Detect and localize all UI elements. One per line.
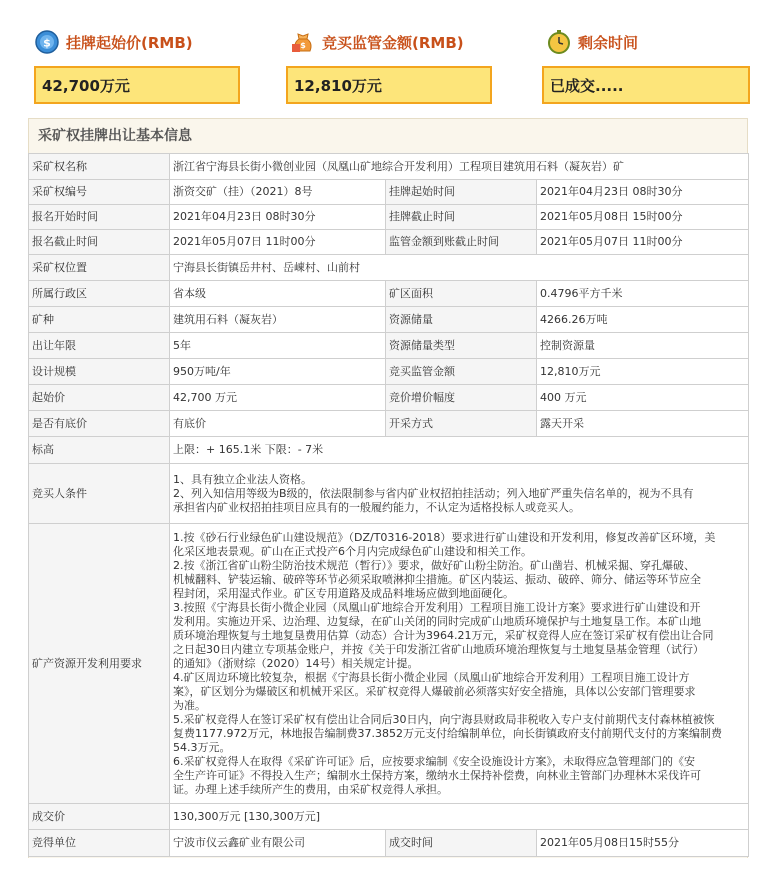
table-row: [29, 333, 749, 359]
years-key: 出让年限: [29, 333, 170, 359]
requirement-line: 54.3万元。: [173, 740, 231, 754]
scale-value: 950万吨/年: [170, 359, 386, 385]
info-table: [28, 153, 749, 857]
mining-value: 露天开采: [537, 411, 749, 437]
requirement-line: 4.矿区周边环境比较复杂，根据《宁海县长街小微企业园（凤凰山矿地综合开发利用）工程项目施工设计方: [173, 670, 690, 684]
time-label: 剩余时间: [578, 33, 639, 52]
reserve-type-key: 资源储量类型: [386, 333, 537, 359]
requirement-line: 为准。: [173, 698, 206, 712]
requirement-line: 发利用。实施边开采、边治理、边复绿，在矿山关闭的同时完成矿山地质环境保护与土地复垦工作。本矿山地: [173, 614, 701, 628]
code-value: 浙资交矿（挂）（2021）8号: [170, 180, 386, 205]
condition-line: 1、具有独立企业法人资格。: [173, 472, 312, 486]
requirement-line: 1.按《砂石行业绿色矿山建设规范》（DZ/T0316-2018）要求进行矿山建设和开发利用，修复改善矿区环境，美: [173, 530, 716, 544]
table-row: [29, 359, 749, 385]
requirement-line: 3.按照《宁海县长街小微企业园（凤凰山矿地综合开发利用）工程项目施工设计方案》要求进行矿山建设和开: [173, 600, 701, 614]
reserve-type-value: 控制资源量: [537, 333, 749, 359]
condition-line: 2、列入知信用等级为B级的，依法限制参与省内矿业权招拍挂活动；列入地矿严重失信名单的，视为不具有: [173, 486, 694, 500]
table-row: [29, 804, 749, 830]
scale-key: 设计规模: [29, 359, 170, 385]
requirements-key: 矿产资源开发利用要求: [29, 524, 170, 804]
table-row: [29, 154, 749, 180]
table-row: [29, 205, 749, 230]
start-price-label: 挂牌起始价(RMB): [66, 33, 193, 52]
reserve-value: 4266.26万吨: [537, 307, 749, 333]
requirement-line: 5.采矿权竞得人在签订采矿权有偿出让合同后30日内，向宁海县财政局非税收入专户支付前期代支付森林植被恢: [173, 712, 715, 726]
list-end-key: 挂牌截止时间: [386, 205, 537, 230]
table-row: [29, 464, 749, 524]
years-value: 5年: [170, 333, 386, 359]
winner-key: 竞得单位: [29, 830, 170, 857]
condition-line: 承担省内矿业权招拍挂项目应具有的一般履约能力，不认定为适格投标人或竞买人。: [173, 500, 580, 514]
code-key: 采矿权编号: [29, 180, 170, 205]
requirement-line: 的通知》（浙财综（2020）14号）相关规定计提。: [173, 656, 419, 670]
requirement-line: 案》，矿区划分为爆破区和机械开采区。采矿权竞得人爆破前必须落实好安全措施，具体以公安部门管理要求: [173, 684, 696, 698]
table-row: [29, 180, 749, 205]
requirement-line: 2.按《浙江省矿山粉尘防治技术规范（暂行）》要求，做好矿山粉尘防治。矿山凿岩、机械采掘、穿孔爆破、: [173, 558, 695, 572]
deal-time-key: 成交时间: [386, 830, 537, 857]
table-row: [29, 230, 749, 255]
start-value: 42,700 万元: [170, 385, 386, 411]
table-row: [29, 524, 749, 804]
list-end-value: 2021年05月08日 15时00分: [537, 205, 749, 230]
table-row: [29, 437, 749, 464]
requirement-line: 之日起30日内建立专项基金账户，并按《关于印发浙江省矿山地质环境治理恢复与土地复垦基金管理（试行）: [173, 642, 704, 656]
svg-text:$: $: [300, 41, 306, 50]
region-value: 省本级: [170, 281, 386, 307]
start-key: 起始价: [29, 385, 170, 411]
clock-icon: [546, 29, 572, 55]
deal-price-key: 成交价: [29, 804, 170, 830]
elevation-key: 标高: [29, 437, 170, 464]
requirement-line: 证。办理上述手续所产生的费用，由采矿权竞得人承担。: [173, 782, 448, 796]
area-key: 矿区面积: [386, 281, 537, 307]
reg-end-value: 2021年05月07日 11时00分: [170, 230, 386, 255]
reg-start-key: 报名开始时间: [29, 205, 170, 230]
bidder-conditions-key: 竞买人条件: [29, 464, 170, 524]
supervise-value: 12,810万元: [537, 359, 749, 385]
requirement-line: 6.采矿权竞得人在取得《采矿许可证》后，应按要求编制《安全设施设计方案》，未取得应急管理部门的《安: [173, 754, 695, 768]
winner-value: 宁波市仪云鑫矿业有限公司: [170, 830, 386, 857]
requirement-line: 程封闭，采用湿式作业。矿区专用道路及成品料堆场应做到地面硬化。: [173, 586, 514, 600]
deal-time-value: 2021年05月08日15时55分: [537, 830, 749, 857]
table-row: [29, 830, 749, 857]
start-price-box: 42,700万元: [34, 66, 240, 104]
increment-key: 竞价增价幅度: [386, 385, 537, 411]
mineral-value: 建筑用石料（凝灰岩）: [170, 307, 386, 333]
table-row: [29, 411, 749, 437]
table-row: [29, 307, 749, 333]
table-row: [29, 255, 749, 281]
mineral-key: 矿种: [29, 307, 170, 333]
location-value: 宁海县长街镇岳井村、岳崠村、山前村: [170, 255, 749, 281]
supervision-box: 12,810万元: [286, 66, 492, 104]
table-row: [29, 385, 749, 411]
requirement-line: 复费1177.972万元，林地报告编制费37.3852万元支付给编制单位，向长街镇政府支付前期代支付的方案编制费: [173, 726, 722, 740]
list-start-key: 挂牌起始时间: [386, 180, 537, 205]
elevation-value: 上限：+ 165.1米 下限：- 7米: [170, 437, 749, 464]
time-header: [546, 28, 638, 56]
location-key: 采矿权位置: [29, 255, 170, 281]
increment-value: 400 万元: [537, 385, 749, 411]
money-coin-icon: [34, 29, 60, 55]
mining-key: 开采方式: [386, 411, 537, 437]
name-key: 采矿权名称: [29, 154, 170, 180]
requirements-value: [170, 524, 749, 804]
requirement-line: 质环境治理恢复与土地复垦费用估算（动态）合计为3964.21万元，采矿权竞得人应在签订采矿权有偿出让合同: [173, 628, 714, 642]
requirement-line: 化采区地表景观。矿山在正式投产6个月内完成绿色矿山建设和相关工作。: [173, 544, 532, 558]
supervision-header: [290, 28, 464, 56]
money-bag-icon: [290, 29, 316, 55]
remaining-time-box: 已成交.....: [542, 66, 750, 104]
deal-price-value: 130,300万元 [130,300万元]: [170, 804, 749, 830]
region-key: 所属行政区: [29, 281, 170, 307]
reg-start-value: 2021年04月23日 08时30分: [170, 205, 386, 230]
section-title: 采矿权挂牌出让基本信息: [38, 128, 192, 144]
name-value: 浙江省宁海县长街小微创业园（凤凰山矿地综合开发利用）工程项目建筑用石料（凝灰岩）矿: [170, 154, 749, 180]
requirement-line: 全生产许可证》不得投入生产；编制水土保持方案，缴纳水土保持补偿费，向林业主管部门办理林木采伐许可: [173, 768, 701, 782]
list-start-value: 2021年04月23日 08时30分: [537, 180, 749, 205]
area-value: 0.4796平方千米: [537, 281, 749, 307]
reg-end-key: 报名截止时间: [29, 230, 170, 255]
reserve-key: 资源储量: [386, 307, 537, 333]
supervision-label: 竞买监管金额(RMB): [322, 33, 464, 52]
reserve-price-key: 是否有底价: [29, 411, 170, 437]
reserve-price-value: 有底价: [170, 411, 386, 437]
requirement-line: 机械翻料、铲装运输、破碎等环节必须采取喷淋抑尘措施。矿区内装运、振动、破碎、筛分、储运等环节应全: [173, 572, 701, 586]
bidder-conditions-value: [170, 464, 749, 524]
deposit-end-value: 2021年05月07日 11时00分: [537, 230, 749, 255]
table-row: [29, 281, 749, 307]
supervise-key: 竞买监管金额: [386, 359, 537, 385]
start-price-header: [34, 28, 193, 56]
deposit-end-key: 监管金额到账截止时间: [386, 230, 537, 255]
svg-text:$: $: [43, 36, 51, 50]
